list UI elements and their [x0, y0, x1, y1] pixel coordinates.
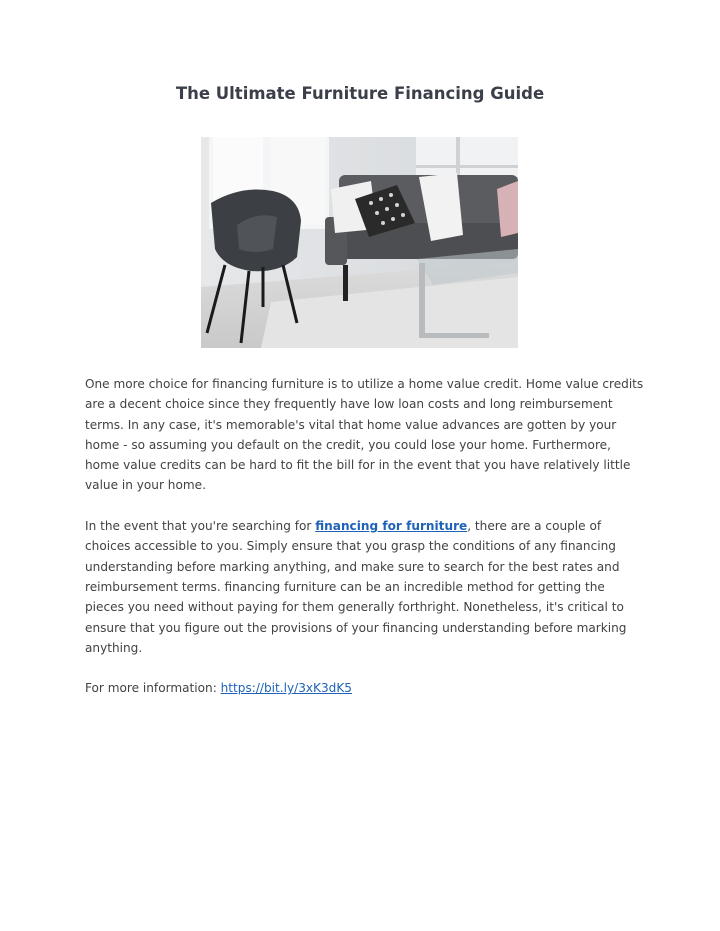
more-information-label: For more information:	[85, 681, 221, 696]
body-text	[85, 374, 645, 719]
paragraph-home-value-credit: One more choice for financing furniture is to utilize a home value credit. Home value credits are a decent choice since they frequently have low loan costs and long reimbursement terms. In any case, it's memorable's vital that home value advances are gotten by your home - so assuming you default on the credit, you could lose your home. Furthermore, home value credits can be hard to fit the bill for in the event that you have relatively little value in your home.	[85, 377, 644, 493]
living-room-photo	[201, 137, 518, 348]
more-information-link[interactable]: https://bit.ly/3xK3dK5	[220, 681, 352, 696]
page-title: The Ultimate Furniture Financing Guide	[175, 84, 545, 103]
paragraph-financing-choices	[85, 516, 645, 658]
financing-for-furniture-link[interactable]: financing for furniture	[315, 519, 468, 534]
paragraph-text-before-link: In the event that you're searching for	[85, 519, 316, 534]
more-information-line	[85, 678, 645, 698]
paragraph-text-after-link: , there are a couple of choices accessible to you. Simply ensure that you grasp the conditions of any financing understanding before marking anything, and make sure to search for the best rates and reimbursement terms. financing furniture can be an incredible method for getting the pieces you need without paying for them generally forthright. Nonetheless, it's critical to ensure that you figure out the provisions of your financing understanding before marking anything.	[85, 519, 627, 655]
